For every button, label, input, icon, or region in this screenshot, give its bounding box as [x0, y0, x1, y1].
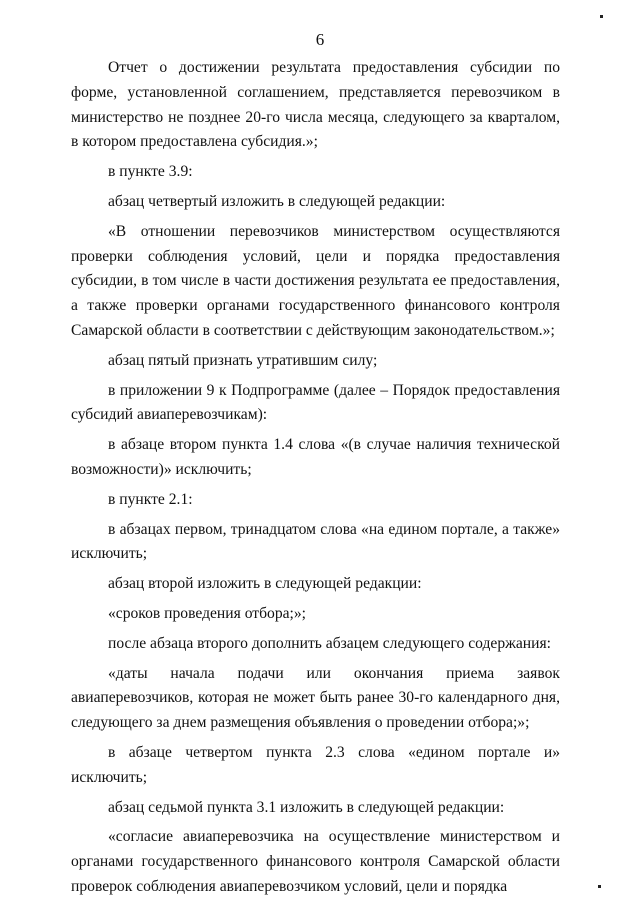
paragraph: в пункте 2.1:: [108, 490, 193, 508]
scan-mark: [598, 885, 601, 888]
paragraph: в абзацах первом, тринадцатом слова «на едином портале, а также» исключить;: [71, 520, 560, 563]
paragraph: «согласие авиаперевозчика на осуществление министерством и органами государственного финансового контроля Самарской области проверок соблюдения авиаперевозчиком условий, цели и порядка: [71, 828, 560, 895]
paragraph: после абзаца второго дополнить абзацем следующего содержания:: [108, 634, 552, 652]
paragraph: абзац седьмой пункта 3.1 изложить в следующей редакции:: [108, 798, 505, 816]
scan-mark: [600, 15, 603, 18]
paragraph: Отчет о достижении результата предоставления субсидии по форме, установленной соглашением, представляется перевозчиком в министерство не позднее 20-го числа месяца, следующего за кварталом, в котором предоставлена субсидия.»;: [71, 59, 560, 151]
paragraph: «даты начала подачи или окончания приема заявок авиаперевозчиков, которая не может быть ранее 30-го календарного дня, следующего за днем размещения объявления о проведении отбора;»;: [71, 664, 560, 732]
paragraph: абзац пятый признать утратившим силу;: [108, 351, 378, 369]
paragraph: абзац четвертый изложить в следующей редакции:: [108, 192, 446, 210]
paragraph: в приложении 9 к Подпрограмме (далее – Порядок предоставления субсидий авиаперевозчикам):: [71, 381, 560, 424]
paragraph: абзац второй изложить в следующей редакции:: [108, 575, 422, 593]
paragraph: «сроков проведения отбора;»;: [108, 604, 307, 622]
paragraph: в абзаце четвертом пункта 2.3 слова «едином портале и» исключить;: [71, 743, 560, 786]
page-number: 6: [315, 30, 325, 49]
paragraph: «В отношении перевозчиков министерством осуществляются проверки соблюдения условий, цели и порядка предоставления субсидии, в том числе в части достижения результата ее предоставления, а также проверки органами государственного финансового контроля Самарской области в соответствии с действующим законодательством.»;: [71, 222, 560, 339]
paragraph: в абзаце втором пункта 1.4 слова «(в случае наличия технической возможности)» исключить;: [71, 436, 560, 478]
document-body: [71, 56, 560, 905]
paragraph: в пункте 3.9:: [108, 163, 193, 181]
